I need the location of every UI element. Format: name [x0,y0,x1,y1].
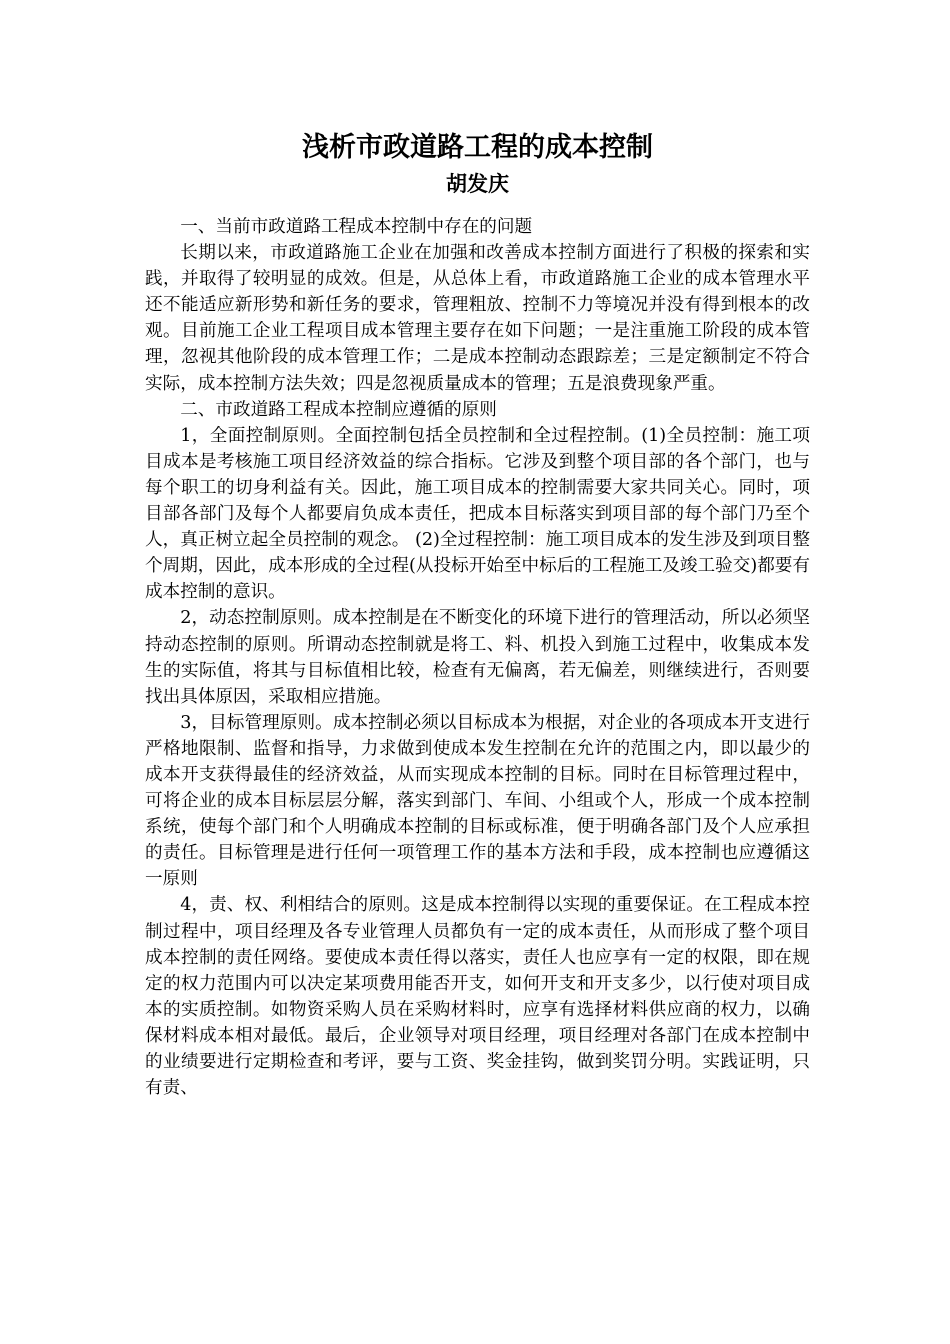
section-heading-1: 一、当前市政道路工程成本控制中存在的问题 [180,217,533,237]
paragraph: 2，动态控制原则。成本控制是在不断变化的环境下进行的管理活动，所以必须坚持动态控制的原则。所谓动态控制就是将工、料、机投入到施工过程中，收集成本发生的实际值，将其与目标值相比较，检查有无偏离，若无偏差，则继续进行，否则要找出具体原因，采取相应措施。 [145,608,810,707]
document-title: 浅析市政道路工程的成本控制 [302,132,653,163]
paragraph: 4，责、权、利相结合的原则。这是成本控制得以实现的重要保证。在工程成本控制过程中，项目经理及各专业管理人员都负有一定的成本责任，从而形成了整个项目成本控制的责任网络。要使成本责任得以落实，责任人也应享有一定的权限，即在规定的权力范围内可以决定某项费用能否开支，如何开支和开支多少，以行使对项目成本的实质控制。如物资采购人员在采购材料时，应享有选择材料供应商的权力，以确保材料成本相对最低。最后，企业领导对项目经理，项目经理对各部门在成本控制中的业绩要进行定期检查和考评，要与工资、奖金挂钩，做到奖罚分明。实践证明，只有责、 [145,895,810,1099]
document-page [145,120,810,1101]
document-author: 胡发庆 [446,172,509,196]
paragraph: 1，全面控制原则。全面控制包括全员控制和全过程控制。(1)全员控制：施工项目成本是考核施工项目经济效益的综合指标。它涉及到整个项目部的各个部门，也与每个职工的切身利益有关。因此，施工项目成本的控制需要大家共同关心。同时，项目部各部门及每个人都要肩负成本责任，把成本目标落实到项目部的每个部门乃至个人，真正树立起全员控制的观念。 (2)全过程控制：施工项目成本的发生涉及到项目整个周期，因此，成本形成的全过程(从投标开始至中标后的工程施工及竣工验交)都要有成本控制的意识。 [145,425,810,603]
paragraph: 长期以来，市政道路施工企业在加强和改善成本控制方面进行了积极的探索和实践，并取得了较明显的成效。但是，从总体上看，市政道路施工企业的成本管理水平还不能适应新形势和新任务的要求，管理粗放、控制不力等境况并没有得到根本的改观。目前施工企业工程项目成本管理主要存在如下问题；一是注重施工阶段的成本管理，忽视其他阶段的成本管理工作；二是成本控制动态跟踪差；三是定额制定不符合实际，成本控制方法失效；四是忽视质量成本的管理；五是浪费现象严重。 [145,243,810,394]
section-heading-2: 二、市政道路工程成本控制应遵循的原则 [180,399,497,420]
paragraph: 3，目标管理原则。成本控制必须以目标成本为根据，对企业的各项成本开支进行严格地限制、监督和指导，力求做到使成本发生控制在允许的范围之内，即以最少的成本开支获得最佳的经济效益，从而实现成本控制的目标。同时在目标管理过程中，可将企业的成本目标层层分解，落实到部门、车间、小组或个人，形成一个成本控制系统，使每个部门和个人明确成本控制的目标或标准，便于明确各部门及个人应承担的责任。目标管理是进行任何一项管理工作的基本方法和手段，成本控制也应遵循这一原则 [145,712,810,890]
document-body [145,214,810,1101]
